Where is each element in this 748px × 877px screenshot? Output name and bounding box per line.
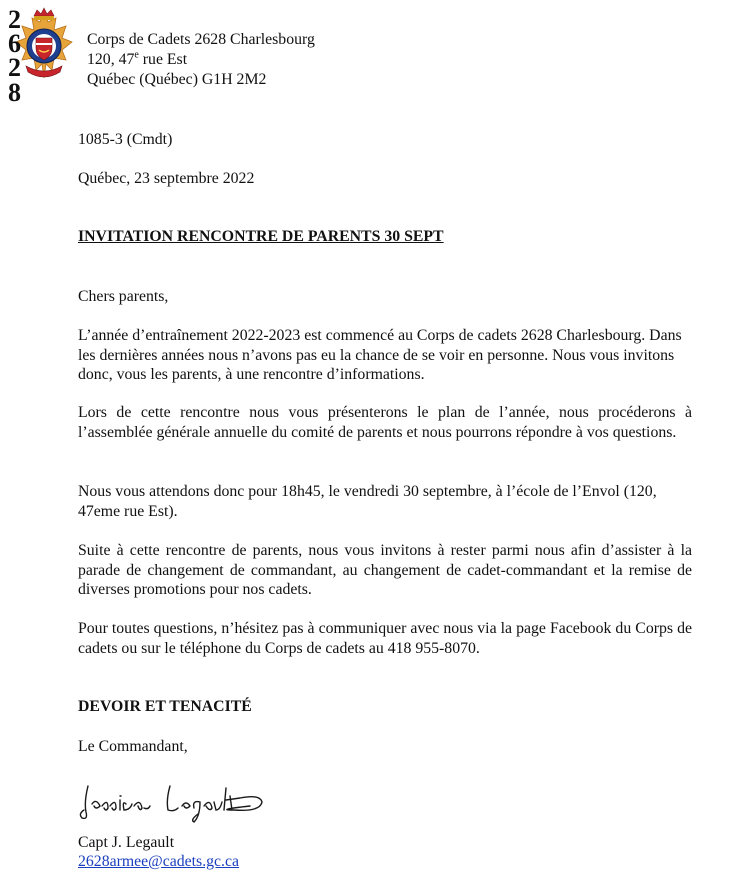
city-line: Québec (Québec) G1H 2M2 (87, 71, 267, 88)
cadet-corps-logo (6, 4, 76, 104)
body-paragraph: Lors de cette rencontre nous vous présenterons le plan de l’année, nous procéderons à l’assemblée générale annuelle du comité de parents et nous pourrons répondre à vos questions. (78, 404, 692, 441)
file-reference: 1085-3 (Cmdt) (78, 131, 173, 148)
body-paragraph: Pour toutes questions, n’hésitez pas à communiquer avec nous via la page Facebook du Corps de cadets ou sur le téléphone du Corps de cadets au 418 955-8070. (78, 620, 692, 657)
logo-digit: 2 (8, 5, 21, 34)
signature-title: Le Commandant, (78, 738, 188, 755)
place-date: Québec, 23 septembre 2022 (78, 170, 255, 187)
org-name: Corps de Cadets 2628 Charlesbourg (87, 31, 315, 48)
body-paragraph: Nous vous attendons donc pour 18h45, le vendredi 30 septembre, à l’école de l’Envol (120, 47eme rue Est). (78, 483, 657, 520)
logo-digit: 2 (8, 53, 21, 82)
email-link[interactable]: 2628armee@cadets.gc.ca (78, 853, 240, 870)
subject-line: INVITATION RENCONTRE DE PARENTS 30 SEPT (78, 228, 444, 245)
logo-digit: 8 (8, 78, 21, 104)
letterhead-address (87, 30, 315, 90)
signer-name: Capt J. Legault (78, 834, 175, 851)
street-address: 120, 47e rue Est (87, 49, 188, 68)
handwritten-signature (74, 776, 274, 826)
motto: DEVOIR ET TENACITÉ (78, 698, 252, 715)
crown-shape (34, 8, 54, 16)
greeting: Chers parents, (78, 288, 169, 305)
body-paragraph: L’année d’entraînement 2022-2023 est commencé au Corps de cadets 2628 Charlesbourg. Dans les dernières années nous n’avons pas eu la chance de se voir en personne. Nous vous invitons donc, vous les parents, à une rencontre d’informations. (78, 327, 682, 384)
logo-digit: 6 (8, 29, 21, 58)
body-paragraph: Suite à cette rencontre de parents, nous vous invitons à rester parmi nous afin d’assister à la parade de changement de commandant, au changement de cadet-commandant et la remise de diverses promotions pour nos cadets. (78, 542, 692, 599)
